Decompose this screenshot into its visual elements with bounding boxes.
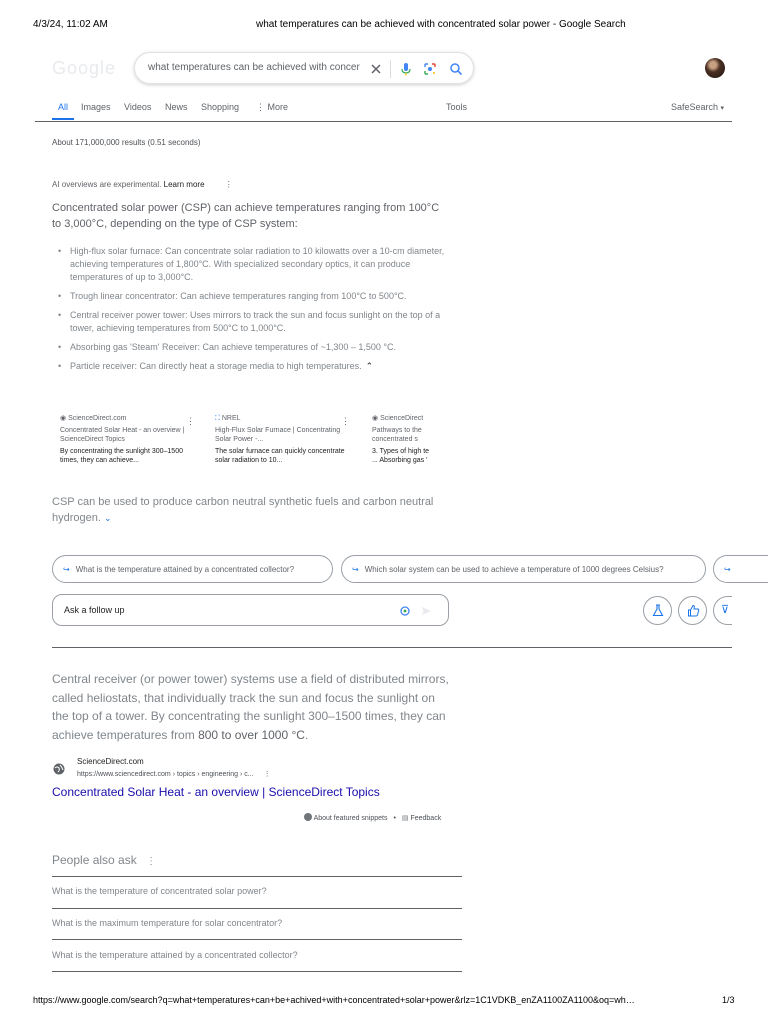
followup-chip[interactable]: ↪ What is the temperature attained by a concentrated collector? [52, 555, 333, 583]
tab-news[interactable]: News [165, 102, 188, 112]
source-site: ◉ ScienceDirect [372, 415, 424, 422]
search-icon[interactable] [448, 61, 464, 77]
chevron-down-icon: ▾ [720, 105, 725, 112]
mic-icon[interactable] [398, 61, 414, 77]
list-item: • High-flux solar furnace: Can concentrate solar radiation to 10 kilowatts over a 10-cm diameter, achieving temperatures of 1,800°C. With specialized secondary optics, it can produce temperatures of up to 3,000°C. [58, 245, 453, 284]
paa-question[interactable]: What is the temperature attained by a concentrated collector? [52, 950, 298, 960]
source-site: ⛶ NREL [215, 415, 241, 422]
search-input[interactable]: what temperatures can be achieved with concer [148, 62, 360, 73]
paa-divider [52, 939, 462, 940]
globe-icon [52, 762, 66, 776]
paa-divider [52, 876, 462, 877]
feedback-icon: ▤ [401, 815, 409, 822]
tab-more[interactable]: ⋮ More [256, 102, 289, 112]
help-icon [304, 813, 312, 821]
avatar[interactable] [705, 58, 725, 78]
ai-overview-list [58, 245, 453, 379]
list-item: • Particle receiver: Can directly heat a storage media to high temperatures. ⌃ [58, 360, 453, 373]
ai-overview-extra: CSP can be used to produce carbon neutral synthetic fuels and carbon neutral hydrogen. ⌄ [52, 496, 434, 524]
feedback-link[interactable]: Feedback [410, 815, 442, 822]
paa-divider [52, 908, 462, 909]
list-item: • Trough linear concentrator: Can achieve temperatures ranging from 100°C to 500°C. [58, 290, 453, 303]
tab-videos[interactable]: Videos [124, 102, 152, 112]
ai-overview-note: AI overviews are experimental. [52, 180, 162, 189]
result-stats: About 171,000,000 results (0.51 seconds) [52, 138, 201, 147]
about-featured-snippets[interactable]: About featured snippets • ▤ Feedback [304, 813, 441, 822]
result-url: https://www.sciencedirect.com › topics › engineering › c... ⋮ [77, 771, 271, 778]
search-divider [390, 60, 391, 78]
print-url: https://www.google.com/search?q=what+temperatures+can+be+achived+with+concentrated+solar+power&rlz=1C1VDKB_enZA1100ZA1100&oq=wh… [33, 995, 635, 1005]
followup-placeholder: Ask a follow up [64, 605, 125, 615]
tab-all-indicator [52, 118, 74, 120]
followup-chip[interactable]: ↪ Which solar system can be used to achieve a temperature of 1000 degrees Celsius? [341, 555, 706, 583]
ai-overview-label [52, 180, 233, 189]
flask-icon [652, 604, 664, 617]
source-snippet: By concentrating the sunlight 300–1500 times, they can achieve... [60, 448, 183, 464]
lens-icon[interactable] [422, 61, 438, 77]
lens-icon[interactable] [399, 605, 411, 617]
arrow-icon: ↪ [63, 565, 70, 574]
arrow-icon: ↪ [724, 565, 731, 574]
safesearch-button[interactable] [671, 102, 724, 112]
print-title: what temperatures can be achieved with concentrated solar power - Google Search [256, 19, 626, 30]
nav-divider [35, 121, 732, 122]
followup-input[interactable] [52, 594, 449, 626]
source-card[interactable] [215, 414, 350, 478]
people-also-ask-title: People also ask ⋮ [52, 853, 157, 867]
result-title-link[interactable]: Concentrated Solar Heat - an overview | ScienceDirect Topics [52, 785, 380, 799]
learn-more-link[interactable]: Learn more [163, 180, 205, 189]
thumbs-down-icon: ⊽ [721, 604, 730, 616]
source-title: Concentrated Solar Heat - an overview | ScienceDirect Topics [60, 427, 185, 443]
paa-question[interactable]: What is the temperature of concentrated solar power? [52, 886, 267, 896]
google-logo[interactable]: Google [52, 58, 117, 78]
tab-shopping[interactable]: Shopping [201, 102, 240, 112]
featured-snippet-highlight: 800 to over 1000 °C [198, 727, 305, 742]
source-snippet: The solar furnace can quickly concentrate solar radiation to 10... [215, 448, 345, 464]
more-options-icon[interactable]: ⋮ [263, 771, 271, 778]
send-icon[interactable] [420, 605, 432, 617]
thumbs-down-button[interactable] [713, 596, 732, 625]
search-box[interactable] [134, 52, 474, 84]
more-options-icon[interactable]: ⋮ [186, 416, 195, 426]
list-item: • Absorbing gas 'Steam' Receiver: Can achieve temperatures of ~1,300 – 1,500 °C. [58, 341, 453, 354]
list-item: • Central receiver power tower: Uses mirrors to track the sun and focus sunlight on the top of a tower, achieving temperatures from 500°C to 1,000°C. [58, 309, 453, 335]
paa-question[interactable]: What is the maximum temperature for solar concentrator? [52, 918, 283, 928]
source-title: Pathways to the concentrated s [372, 427, 422, 443]
source-card[interactable] [60, 414, 195, 478]
arrow-icon: ↪ [352, 565, 359, 574]
more-options-icon[interactable]: ⋮ [224, 180, 233, 189]
globe-icon: ◉ [372, 415, 379, 422]
more-options-icon[interactable]: ⋮ [341, 416, 350, 426]
print-date: 4/3/24, 11:02 AM [33, 19, 108, 30]
section-divider [52, 647, 732, 648]
source-title: High-Flux Solar Furnace | Concentrating Solar Power -... [215, 427, 341, 443]
tab-images[interactable]: Images [81, 102, 111, 112]
print-page-number: 1/3 [722, 995, 735, 1005]
safesearch-label: SafeSearch [671, 102, 719, 112]
ai-overview-intro: Concentrated solar power (CSP) can achieve temperatures ranging from 100°C to 3,000°C, depending on the type of CSP system: [52, 202, 440, 230]
more-options-icon[interactable]: ⋮ [146, 856, 157, 867]
thumbs-up-icon [687, 604, 700, 617]
thumbs-up-button[interactable] [678, 596, 707, 625]
tools-button[interactable]: Tools [446, 102, 468, 112]
featured-snippet-text: Central receiver (or power tower) systems use a field of distributed mirrors, called heliostats, that individually track the sun and focus the sunlight on the top of a tower. By concentrating the sunlight 300–1500 times, they can achieve temperatures from 800 to over 1000 °C. [52, 672, 449, 742]
source-snippet: 3. Types of high te ... Absorbing gas ' [372, 448, 430, 464]
globe-icon: ◉ [60, 415, 67, 422]
source-card[interactable] [372, 414, 432, 478]
paa-divider [52, 971, 462, 972]
followup-chip[interactable] [713, 555, 768, 583]
nrel-icon: ⛶ [215, 415, 220, 422]
source-site: ◉ ScienceDirect.com [60, 415, 127, 422]
labs-button[interactable] [643, 596, 672, 625]
result-site: ScienceDirect.com [77, 757, 144, 766]
tab-all[interactable]: All [58, 102, 69, 112]
chevron-down-icon[interactable]: ⌄ [104, 513, 112, 523]
close-icon[interactable] [368, 61, 384, 77]
